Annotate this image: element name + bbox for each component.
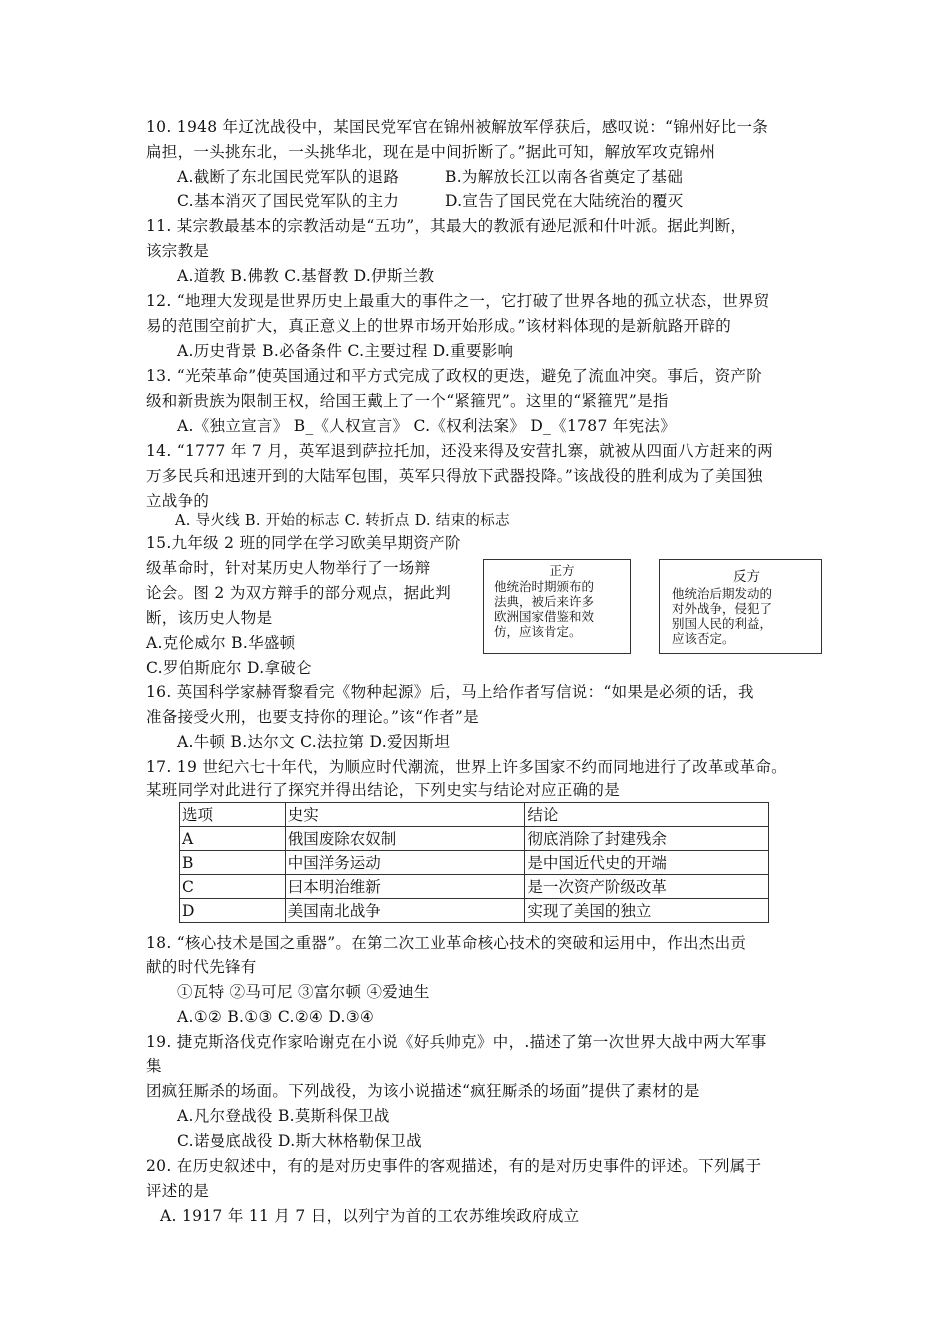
q14-stem-line-3: 立战争的	[146, 492, 210, 510]
q18-items: ①瓦特 ②马可尼 ③富尔顿 ④爱迪生	[177, 983, 430, 1001]
q15-options-ab: A.克伦威尔 B.华盛顿	[146, 634, 296, 652]
q15-stem-line-1: 15.九年级 2 班的同学在学习欧美早期资产阶	[146, 534, 461, 552]
q17-stem-line-1: 17. 19 世纪六七十年代，为顺应时代潮流，世界上许多国家不约而同地进行了改革或革命。	[146, 758, 787, 776]
q15-stem-line-2: 级革命时，针对某历史人物举行了一场辩	[146, 559, 431, 577]
q17-table	[179, 802, 769, 923]
q15-con-title: 反方	[733, 569, 760, 585]
q17-stem-line-2: 某班同学对此进行了探究并得出结论，下列史实与结论对应正确的是	[146, 781, 621, 799]
q10-option-d: D.宣告了国民党在大陆统治的覆灭	[445, 192, 684, 210]
q10-option-b: B.为解放长江以南各省奠定了基础	[445, 168, 684, 186]
table-cell: 中国洋务运动	[285, 851, 525, 875]
q16-options: A.牛顿 B.达尔文 C.法拉第 D.爱因斯坦	[177, 733, 451, 751]
table-row	[180, 827, 769, 851]
table-cell: 是一次资产阶级改革	[525, 875, 769, 899]
q15-con-viewpoint-box	[659, 559, 822, 654]
q15-stem-line-3: 论会。图 2 为双方辩手的部分观点，据此判	[146, 584, 452, 602]
table-cell: B	[180, 851, 286, 875]
q20-stem-line-2: 评述的是	[146, 1182, 210, 1200]
q11-stem-line-1: 11. 某宗教最基本的宗教活动是“五功”，其最大的教派有逊尼派和什叶派。据此判断，	[146, 217, 747, 235]
table-header-cell: 史实	[285, 803, 525, 827]
table-header-cell: 选项	[180, 803, 286, 827]
q15-pro-text: 他统治时期颁布的 法典，被后来许多 欧洲国家借鉴和效 仿，应该肯定。	[494, 579, 595, 639]
q19-stem-line-3: 团疯狂厮杀的场面。下列战役，为该小说描述“疯狂厮杀的场面”提供了素材的是	[146, 1082, 700, 1100]
q10-stem-line-2: 扁担，一头挑东北，一头挑华北，现在是中间折断了。”据此可知，解放军攻克锦州	[146, 143, 716, 161]
q15-con-text: 他统治后期发动的 对外战争，侵犯了 别国人民的利益， 应该否定。	[672, 586, 773, 646]
q20-option-a: A. 1917 年 11 月 7 日，以列宁为首的工农苏维埃政府成立	[160, 1207, 580, 1225]
table-header-row	[180, 803, 769, 827]
q19-stem-line-2: 集	[146, 1057, 162, 1075]
q15-pro-title: 正方	[549, 563, 575, 578]
table-cell: C	[180, 875, 286, 899]
q13-stem-line-1: 13. “光荣革命”使英国通过和平方式完成了政权的更迭，避免了流血冲突。事后，资产阶	[146, 367, 763, 385]
q18-stem-line-1: 18. “核心技术是国之重器”。在第二次工业革命核心技术的突破和运用中，作出杰出贡	[146, 934, 747, 952]
q11-stem-line-2: 该宗教是	[146, 242, 210, 260]
table-row	[180, 899, 769, 923]
q20-stem-line-1: 20. 在历史叙述中，有的是对历史事件的客观描述，有的是对历史事件的评述。下列属于	[146, 1157, 762, 1175]
q15-stem-line-4: 断，该历史人物是	[146, 609, 273, 627]
q12-stem-line-1: 12. “地理大发现是世界历史上最重大的事件之一，它打破了世界各地的孤立状态，世界贸	[146, 292, 770, 310]
q12-stem-line-2: 易的范围空前扩大，真正意义上的世界市场开始形成。”该材料体现的是新航路开辟的	[146, 317, 732, 335]
q13-options: A.《独立宣言》 B_《人权宣言》 C.《权利法案》 D_《1787 年宪法》	[177, 417, 677, 435]
table-header-cell: 结论	[525, 803, 769, 827]
table-cell: 实现了美国的独立	[525, 899, 769, 923]
q18-stem-line-2: 献的时代先锋有	[146, 958, 257, 976]
q15-pro-viewpoint-box	[483, 559, 631, 654]
q11-options: A.道教 B.佛教 C.基督教 D.伊斯兰教	[177, 267, 435, 285]
table-cell: 彻底消除了封建残余	[525, 827, 769, 851]
q14-options: A. 导火线 B. 开始的标志 C. 转折点 D. 结束的标志	[175, 513, 510, 529]
table-cell: 俄国废除农奴制	[285, 827, 525, 851]
q19-options-cd: C.诺曼底战役 D.斯大林格勒保卫战	[177, 1132, 422, 1150]
q10-stem-line-1: 10. 1948 年辽沈战役中，某国民党军官在锦州被解放军俘获后，感叹说：“锦州好比一条	[146, 118, 769, 136]
table-cell: 美国南北战争	[285, 899, 525, 923]
q16-stem-line-2: 准备接受火刑，也要支持你的理论。”该“作者”是	[146, 708, 479, 726]
q14-stem-line-1: 14. “1777 年 7 月，英军退到萨拉托加，还没来得及安营扎寨，就被从四面八方赶来的两	[146, 442, 773, 460]
table-row	[180, 851, 769, 875]
table-cell: 是中国近代史的开端	[525, 851, 769, 875]
q19-stem-line-1: 19. 捷克斯洛伐克作家哈谢克在小说《好兵帅克》中，.描述了第一次世界大战中两大军事	[146, 1033, 767, 1051]
table-cell: 曰本明治维新	[285, 875, 525, 899]
q18-options: A.①② B.①③ C.②④ D.③④	[177, 1008, 375, 1026]
q10-option-a: A.截断了东北国民党军队的退路	[177, 168, 400, 186]
q15-options-cd: C.罗伯斯庇尔 D.拿破仑	[146, 659, 312, 677]
table-row	[180, 875, 769, 899]
q14-stem-line-2: 万多民兵和迅速开到的大陆军包围，英军只得放下武器投降。”该战役的胜利成为了美国独	[146, 467, 763, 485]
q10-option-c: C.基本消灭了国民党军队的主力	[177, 192, 400, 210]
q19-options-ab: A.凡尔登战役 B.莫斯科保卫战	[177, 1107, 390, 1125]
table-cell: A	[180, 827, 286, 851]
q13-stem-line-2: 级和新贵族为限制王权，给国王戴上了一个“紧箍咒”。这里的“紧箍咒”是指	[146, 392, 669, 410]
q12-options: A.历史背景 B.必备条件 C.主要过程 D.重要影响	[177, 342, 514, 360]
table-cell: D	[180, 899, 286, 923]
q16-stem-line-1: 16. 英国科学家赫胥黎看完《物种起源》后，马上给作者写信说：“如果是必须的话，我	[146, 683, 754, 701]
